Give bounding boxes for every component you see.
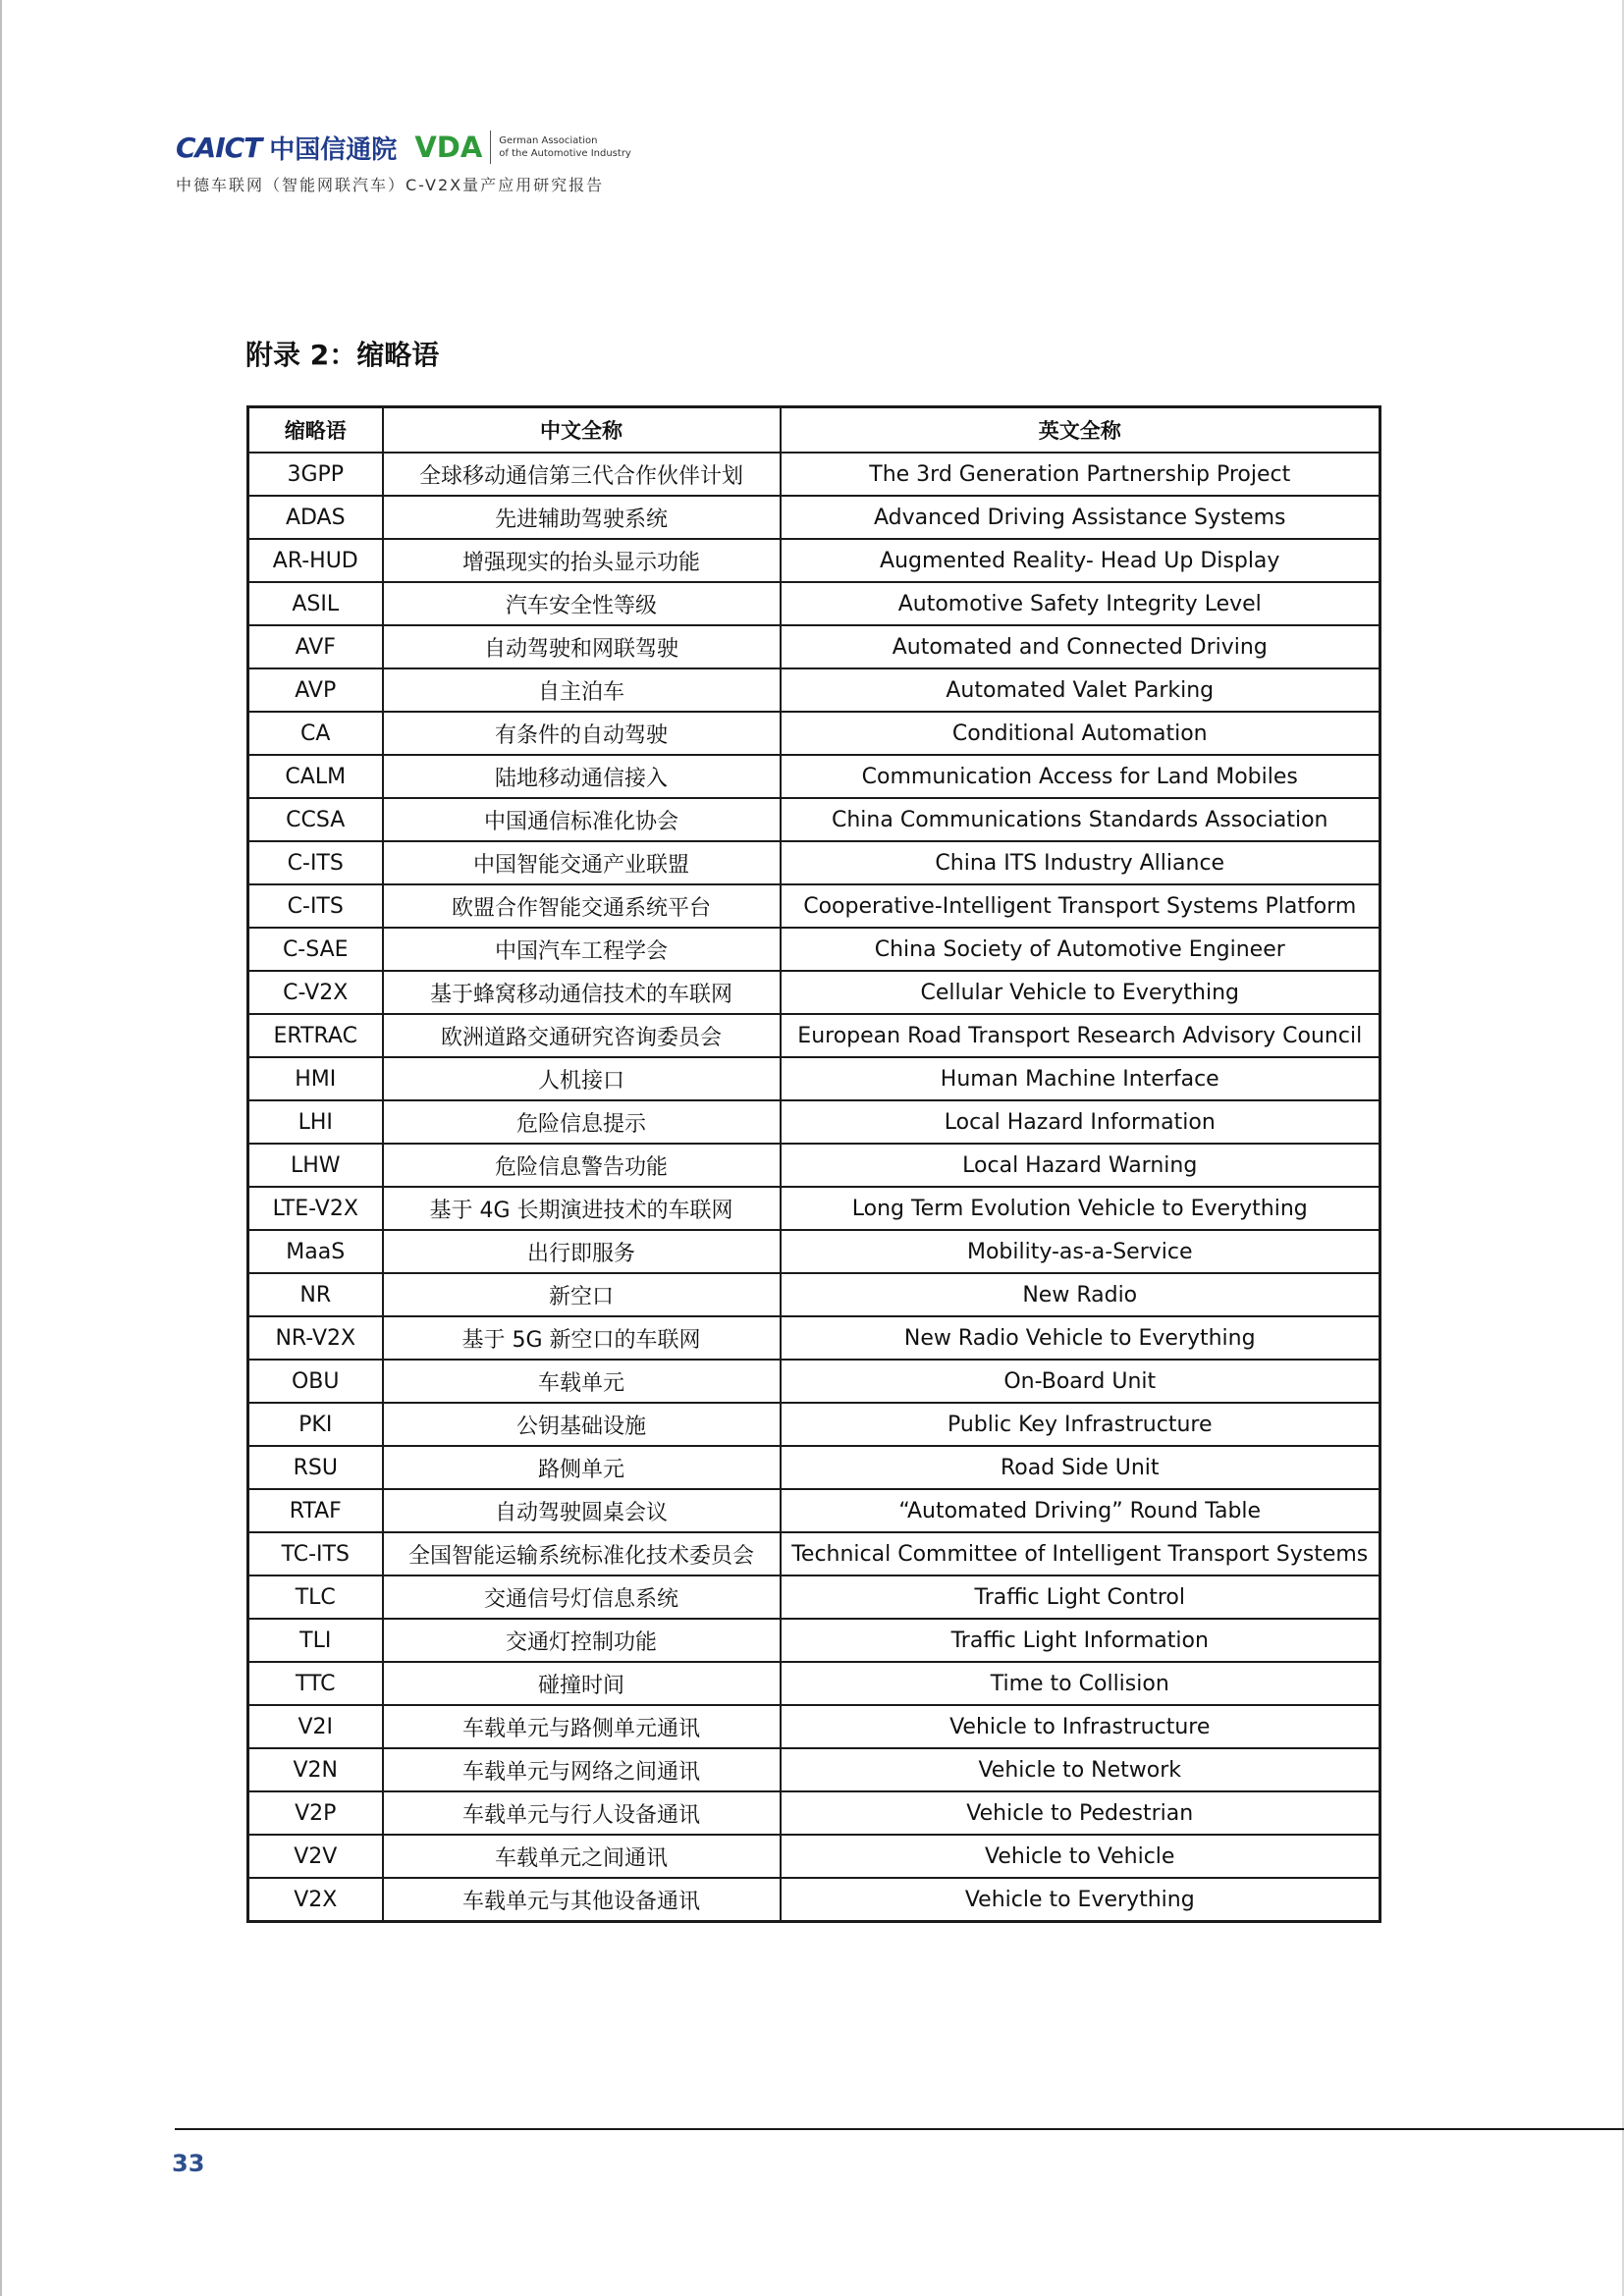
english-name-cell: Local Hazard Information <box>781 1100 1380 1144</box>
english-name-cell: Automated Valet Parking <box>781 668 1380 712</box>
abbreviation-cell: LHI <box>248 1100 383 1144</box>
chinese-name-cell: 自主泊车 <box>383 668 781 712</box>
abbreviation-cell: V2P <box>248 1791 383 1835</box>
column-header-chinese-name: 中文全称 <box>383 407 781 454</box>
vda-logo-divider <box>490 131 491 164</box>
chinese-name-cell: 交通信号灯信息系统 <box>383 1575 781 1619</box>
abbreviation-cell: TLI <box>248 1619 383 1662</box>
english-name-cell: Human Machine Interface <box>781 1057 1380 1100</box>
abbreviation-cell: PKI <box>248 1403 383 1446</box>
chinese-name-cell: 自动驾驶圆桌会议 <box>383 1489 781 1532</box>
chinese-name-cell: 欧洲道路交通研究咨询委员会 <box>383 1014 781 1057</box>
caict-logo: CAICT <box>176 131 262 164</box>
abbreviation-cell: LTE-V2X <box>248 1187 383 1230</box>
abbreviation-cell: ASIL <box>248 582 383 625</box>
chinese-name-cell: 基于 5G 新空口的车联网 <box>383 1316 781 1360</box>
table-row <box>248 1705 1380 1748</box>
english-name-cell: Local Hazard Warning <box>781 1144 1380 1187</box>
english-name-cell: Cooperative-Intelligent Transport Systems Platform <box>781 884 1380 928</box>
table-row <box>248 1619 1380 1662</box>
table-body <box>248 453 1380 1922</box>
section-title: 附录 2：缩略语 <box>245 339 440 371</box>
english-name-cell: European Road Transport Research Advisory Council <box>781 1014 1380 1057</box>
english-name-cell: Vehicle to Vehicle <box>781 1835 1380 1878</box>
chinese-name-cell: 碰撞时间 <box>383 1662 781 1705</box>
chinese-name-cell: 人机接口 <box>383 1057 781 1100</box>
table-row <box>248 1791 1380 1835</box>
table-row <box>248 539 1380 582</box>
table-row <box>248 1575 1380 1619</box>
table-row <box>248 798 1380 841</box>
english-name-cell: New Radio <box>781 1273 1380 1316</box>
english-name-cell: The 3rd Generation Partnership Project <box>781 453 1380 496</box>
page-number: 33 <box>172 2150 205 2177</box>
page-edge-left <box>0 0 2 2296</box>
table-row <box>248 928 1380 971</box>
english-name-cell: Vehicle to Network <box>781 1748 1380 1791</box>
table-row <box>248 841 1380 884</box>
english-name-cell: Advanced Driving Assistance Systems <box>781 496 1380 539</box>
table-row <box>248 1230 1380 1273</box>
table-row <box>248 453 1380 496</box>
chinese-name-cell: 车载单元与行人设备通讯 <box>383 1791 781 1835</box>
abbreviation-cell: RTAF <box>248 1489 383 1532</box>
chinese-name-cell: 车载单元 <box>383 1360 781 1403</box>
chinese-name-cell: 危险信息警告功能 <box>383 1144 781 1187</box>
table-row <box>248 712 1380 755</box>
english-name-cell: New Radio Vehicle to Everything <box>781 1316 1380 1360</box>
abbreviation-cell: HMI <box>248 1057 383 1100</box>
abbreviation-cell: TTC <box>248 1662 383 1705</box>
chinese-name-cell: 车载单元与其他设备通讯 <box>383 1878 781 1922</box>
abbreviation-cell: C-ITS <box>248 884 383 928</box>
table-row <box>248 1360 1380 1403</box>
abbreviation-cell: AR-HUD <box>248 539 383 582</box>
table-row <box>248 1835 1380 1878</box>
abbreviation-cell: TLC <box>248 1575 383 1619</box>
page-header <box>176 128 726 195</box>
table-row <box>248 1878 1380 1922</box>
caict-logo-chinese: 中国信通院 <box>269 134 398 165</box>
chinese-name-cell: 增强现实的抬头显示功能 <box>383 539 781 582</box>
abbreviation-cell: CA <box>248 712 383 755</box>
abbreviation-cell: V2X <box>248 1878 383 1922</box>
table-row <box>248 625 1380 668</box>
english-name-cell: China Communications Standards Association <box>781 798 1380 841</box>
table-row <box>248 1748 1380 1791</box>
vda-logo-text-line1: German Association <box>499 135 598 146</box>
abbreviation-cell: AVF <box>248 625 383 668</box>
chinese-name-cell: 路侧单元 <box>383 1446 781 1489</box>
chinese-name-cell: 欧盟合作智能交通系统平台 <box>383 884 781 928</box>
english-name-cell: Conditional Automation <box>781 712 1380 755</box>
table-row <box>248 1403 1380 1446</box>
english-name-cell: China Society of Automotive Engineer <box>781 928 1380 971</box>
abbreviation-cell: MaaS <box>248 1230 383 1273</box>
english-name-cell: Traffic Light Control <box>781 1575 1380 1619</box>
abbreviation-cell: V2N <box>248 1748 383 1791</box>
chinese-name-cell: 车载单元与网络之间通讯 <box>383 1748 781 1791</box>
chinese-name-cell: 危险信息提示 <box>383 1100 781 1144</box>
chinese-name-cell: 车载单元之间通讯 <box>383 1835 781 1878</box>
english-name-cell: Technical Committee of Intelligent Transport Systems <box>781 1532 1380 1575</box>
table-row <box>248 1100 1380 1144</box>
chinese-name-cell: 基于蜂窝移动通信技术的车联网 <box>383 971 781 1014</box>
abbreviation-cell: ERTRAC <box>248 1014 383 1057</box>
table-row <box>248 582 1380 625</box>
chinese-name-cell: 先进辅助驾驶系统 <box>383 496 781 539</box>
abbreviation-cell: LHW <box>248 1144 383 1187</box>
table-row <box>248 755 1380 798</box>
footer-rule <box>175 2128 1624 2130</box>
vda-logo: VDA <box>414 131 483 164</box>
abbreviation-cell: C-SAE <box>248 928 383 971</box>
english-name-cell: Augmented Reality- Head Up Display <box>781 539 1380 582</box>
abbreviation-table <box>246 405 1381 1923</box>
chinese-name-cell: 公钥基础设施 <box>383 1403 781 1446</box>
abbreviation-cell: 3GPP <box>248 453 383 496</box>
table-row <box>248 1662 1380 1705</box>
abbreviation-cell: NR <box>248 1273 383 1316</box>
chinese-name-cell: 车载单元与路侧单元通讯 <box>383 1705 781 1748</box>
table-row <box>248 1014 1380 1057</box>
abbreviation-cell: CCSA <box>248 798 383 841</box>
vda-logo-text <box>499 134 631 160</box>
table-row <box>248 1187 1380 1230</box>
table-header-row <box>248 407 1380 454</box>
english-name-cell: China ITS Industry Alliance <box>781 841 1380 884</box>
chinese-name-cell: 有条件的自动驾驶 <box>383 712 781 755</box>
chinese-name-cell: 中国通信标准化协会 <box>383 798 781 841</box>
chinese-name-cell: 陆地移动通信接入 <box>383 755 781 798</box>
table-row <box>248 1057 1380 1100</box>
table-row <box>248 496 1380 539</box>
english-name-cell: Public Key Infrastructure <box>781 1403 1380 1446</box>
english-name-cell: Road Side Unit <box>781 1446 1380 1489</box>
english-name-cell: Vehicle to Infrastructure <box>781 1705 1380 1748</box>
english-name-cell: Cellular Vehicle to Everything <box>781 971 1380 1014</box>
chinese-name-cell: 全国智能运输系统标准化技术委员会 <box>383 1532 781 1575</box>
english-name-cell: Long Term Evolution Vehicle to Everything <box>781 1187 1380 1230</box>
english-name-cell: Traffic Light Information <box>781 1619 1380 1662</box>
chinese-name-cell: 全球移动通信第三代合作伙伴计划 <box>383 453 781 496</box>
table-row <box>248 1532 1380 1575</box>
chinese-name-cell: 新空口 <box>383 1273 781 1316</box>
chinese-name-cell: 自动驾驶和网联驾驶 <box>383 625 781 668</box>
english-name-cell: On-Board Unit <box>781 1360 1380 1403</box>
english-name-cell: “Automated Driving” Round Table <box>781 1489 1380 1532</box>
abbreviation-cell: OBU <box>248 1360 383 1403</box>
abbreviation-cell: TC-ITS <box>248 1532 383 1575</box>
column-header-english-name: 英文全称 <box>781 407 1380 454</box>
table-row <box>248 1489 1380 1532</box>
chinese-name-cell: 中国智能交通产业联盟 <box>383 841 781 884</box>
english-name-cell: Vehicle to Pedestrian <box>781 1791 1380 1835</box>
table-row <box>248 1316 1380 1360</box>
abbreviation-cell: AVP <box>248 668 383 712</box>
table-header <box>248 407 1380 454</box>
abbreviation-cell: V2V <box>248 1835 383 1878</box>
english-name-cell: Automotive Safety Integrity Level <box>781 582 1380 625</box>
abbreviation-cell: C-ITS <box>248 841 383 884</box>
report-title: 中德车联网（智能网联汽车）C-V2X量产应用研究报告 <box>176 176 605 194</box>
table-row <box>248 668 1380 712</box>
chinese-name-cell: 交通灯控制功能 <box>383 1619 781 1662</box>
chinese-name-cell: 中国汽车工程学会 <box>383 928 781 971</box>
chinese-name-cell: 基于 4G 长期演进技术的车联网 <box>383 1187 781 1230</box>
table-row <box>248 884 1380 928</box>
english-name-cell: Communication Access for Land Mobiles <box>781 755 1380 798</box>
english-name-cell: Time to Collision <box>781 1662 1380 1705</box>
table-row <box>248 1273 1380 1316</box>
chinese-name-cell: 汽车安全性等级 <box>383 582 781 625</box>
column-header-abbreviation: 缩略语 <box>248 407 383 454</box>
abbreviation-cell: ADAS <box>248 496 383 539</box>
chinese-name-cell: 出行即服务 <box>383 1230 781 1273</box>
abbreviation-cell: RSU <box>248 1446 383 1489</box>
english-name-cell: Automated and Connected Driving <box>781 625 1380 668</box>
table-row <box>248 971 1380 1014</box>
abbreviation-cell: NR-V2X <box>248 1316 383 1360</box>
abbreviation-cell: V2I <box>248 1705 383 1748</box>
abbreviation-cell: CALM <box>248 755 383 798</box>
table-row <box>248 1144 1380 1187</box>
vda-logo-text-line2: of the Automotive Industry <box>499 148 631 159</box>
table-row <box>248 1446 1380 1489</box>
abbreviation-cell: C-V2X <box>248 971 383 1014</box>
english-name-cell: Mobility-as-a-Service <box>781 1230 1380 1273</box>
logo-bar <box>176 128 726 167</box>
english-name-cell: Vehicle to Everything <box>781 1878 1380 1922</box>
